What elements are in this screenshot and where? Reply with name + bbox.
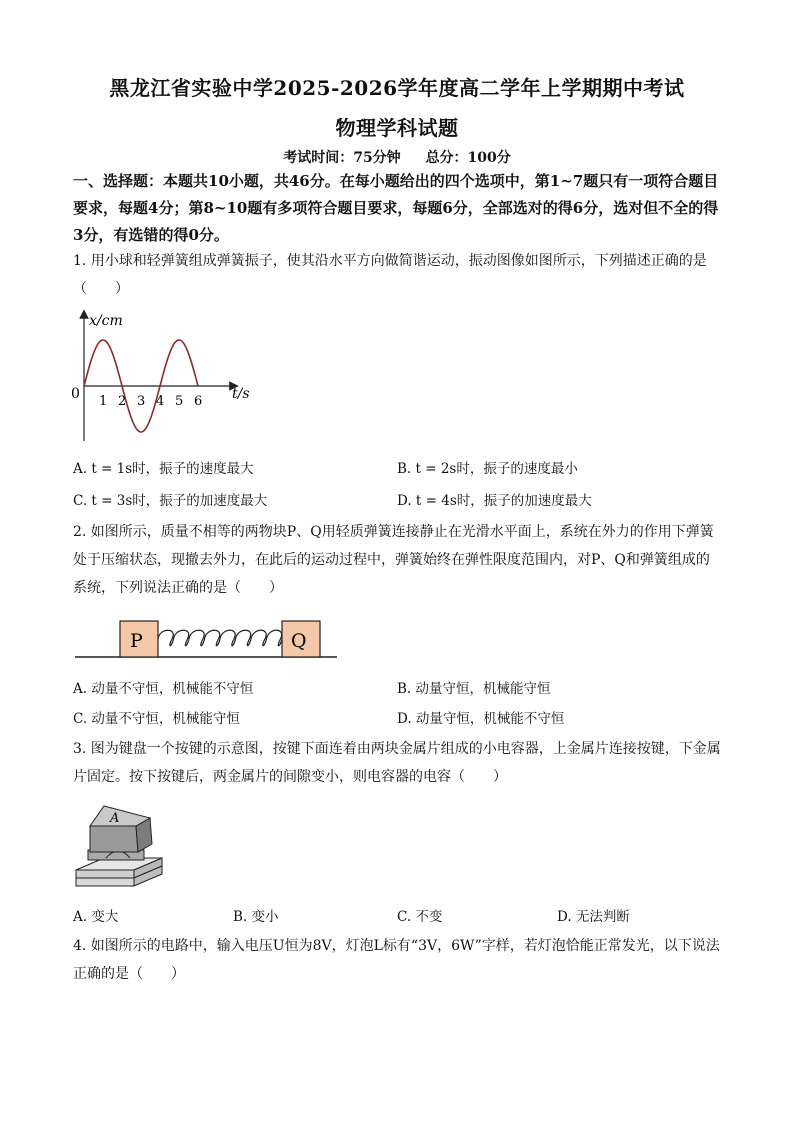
q1-option-d[interactable]: D. t = 4s时，振子的加速度最大 bbox=[397, 493, 592, 509]
block-q-label: Q bbox=[291, 630, 307, 652]
tick-4: 4 bbox=[156, 394, 165, 409]
vibration-graph bbox=[62, 308, 262, 448]
tick-6: 6 bbox=[194, 394, 203, 409]
tick-1: 1 bbox=[99, 394, 108, 409]
q2-option-a[interactable]: A. 动量不守恒，机械能不守恒 bbox=[73, 681, 254, 697]
exam-time: 考试时间：75分钟 bbox=[283, 150, 401, 166]
question-2-stem: 2. 如图所示，质量不相等的两物块P、Q用轻质弹簧连接静止在光滑水平面上，系统在外力的作用下弹簧处于压缩状态，现撤去外力，在此后的运动过程中，弹簧始终在弹性限度范围内，对P、Q和弹簧组成的系统，下列说法正确的是（ ） bbox=[73, 524, 714, 596]
section-instructions: 一、选择题：本题共10小题，共46分。在每小题给出的四个选项中，第1~7题只有一项符合题目要求，每题4分；第8~10题有多项符合题目要求，每题6分，全部选对的得6分，选对但不全的得3分，有选错的得0分。 bbox=[73, 172, 719, 244]
tick-5: 5 bbox=[175, 394, 184, 409]
question-4-stem: 4. 如图所示的电路中，输入电压U恒为8V，灯泡L标有“3V，6W”字样，若灯泡恰能正常发光，以下说法正确的是（ ） bbox=[73, 938, 720, 982]
x-axis-label: t/s bbox=[232, 386, 250, 402]
q1-option-a[interactable]: A. t = 1s时，振子的速度最大 bbox=[73, 461, 254, 477]
key-letter: A bbox=[110, 811, 120, 826]
y-axis-label: x/cm bbox=[89, 313, 123, 329]
exam-score: 总分：100分 bbox=[425, 150, 511, 166]
question-1-stem: 1. 用小球和轻弹簧组成弹簧振子，使其沿水平方向做简谐运动，振动图像如图所示，下列描述正确的是（ ） bbox=[73, 253, 707, 297]
q2-option-d[interactable]: D. 动量守恒，机械能不守恒 bbox=[397, 711, 565, 727]
q3-option-a[interactable]: A. 变大 bbox=[73, 909, 119, 925]
exam-title: 黑龙江省实验中学2025-2026学年度高二学年上学期期中考试 bbox=[109, 76, 685, 100]
q2-option-b[interactable]: B. 动量守恒，机械能守恒 bbox=[397, 681, 551, 697]
q2-option-c[interactable]: C. 动量不守恒，机械能守恒 bbox=[73, 711, 240, 727]
q3-option-d[interactable]: D. 无法判断 bbox=[557, 909, 630, 925]
keyboard-key-diagram bbox=[74, 800, 166, 888]
q1-option-b[interactable]: B. t = 2s时，振子的速度最小 bbox=[397, 461, 578, 477]
spring bbox=[158, 630, 282, 646]
question-3-stem: 3. 图为键盘一个按键的示意图，按键下面连着由两块金属片组成的小电容器，上金属片连接按键，下金属片固定。按下按键后，两金属片的间隙变小，则电容器的电容（ ） bbox=[73, 741, 721, 785]
exam-subtitle: 物理学科试题 bbox=[335, 116, 459, 140]
origin-label: 0 bbox=[71, 386, 80, 402]
spring-blocks-diagram bbox=[72, 613, 342, 663]
q3-option-b[interactable]: B. 变小 bbox=[233, 909, 279, 925]
exam-meta bbox=[0, 147, 794, 167]
tick-3: 3 bbox=[137, 394, 146, 409]
q3-option-c[interactable]: C. 不变 bbox=[397, 909, 443, 925]
block-p-label: P bbox=[130, 630, 143, 652]
q1-option-c[interactable]: C. t = 3s时，振子的加速度最大 bbox=[73, 493, 268, 509]
tick-2: 2 bbox=[118, 394, 127, 409]
